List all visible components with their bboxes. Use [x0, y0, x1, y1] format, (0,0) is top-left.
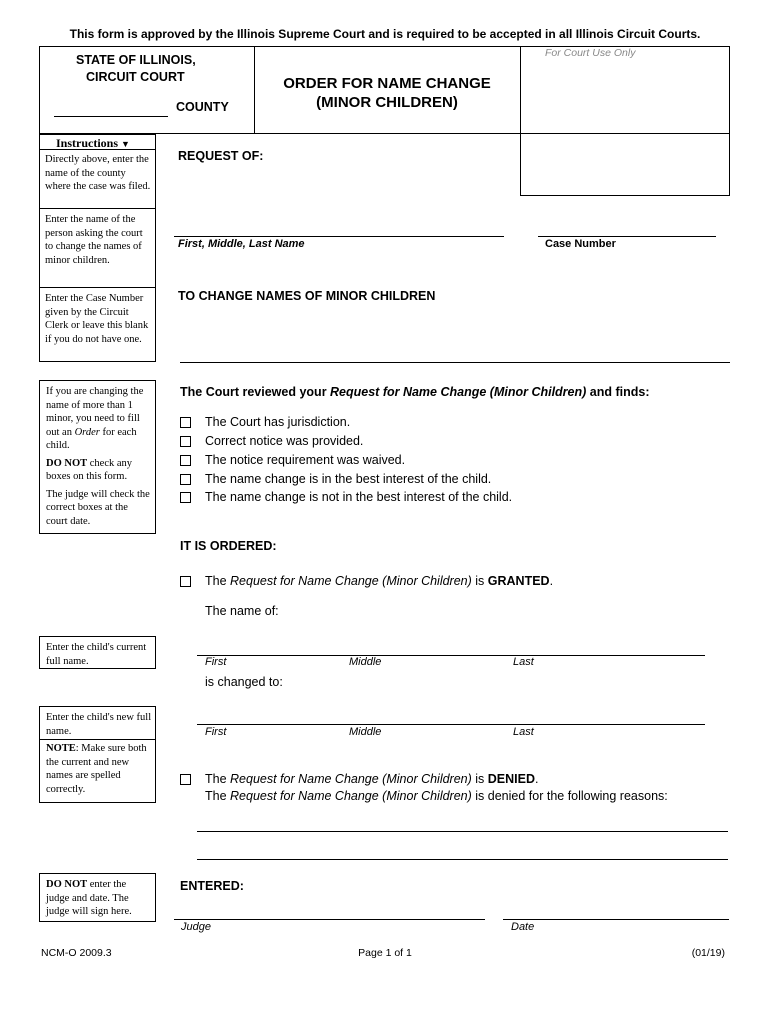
side-note-multiple-italic: Order: [74, 426, 100, 438]
circuit-court-label: CIRCUIT COURT: [86, 70, 185, 84]
new-middle-caption: Middle: [349, 726, 382, 738]
denied-pre: The: [205, 772, 231, 786]
judge-signature-line[interactable]: [174, 919, 485, 920]
finding-checkbox-best-interest[interactable]: [180, 474, 191, 485]
current-last-caption: Last: [513, 656, 534, 668]
denied-italic: Request for Name Change (Minor Children): [230, 772, 472, 786]
new-name-line[interactable]: [197, 724, 705, 725]
side-note-do-not-enter-text: enter the judge and date. The judge will sign here.: [46, 879, 132, 917]
side-note-do-not-enter-bold: DO NOT: [46, 879, 88, 890]
findings-intro: [180, 385, 650, 399]
side-note-new-name: Enter the child's new full name.: [46, 712, 152, 737]
granted-pre: The: [205, 574, 231, 588]
side-note-note: [46, 742, 152, 796]
side-note-current-name: Enter the child's current full name.: [46, 642, 147, 667]
triangle-down-icon: ▼: [121, 139, 130, 149]
denied-post: .: [535, 772, 539, 786]
findings-intro-post: and finds:: [586, 385, 650, 399]
findings-intro-pre: The Court reviewed your: [180, 385, 331, 399]
finding-checkbox-waived[interactable]: [180, 455, 191, 466]
approval-notice: This form is approved by the Illinois Supreme Court and is required to be accepted in all Illinois Circuit Courts.: [69, 27, 701, 41]
denied-reasons-label: [205, 789, 668, 803]
denied-mid: is: [471, 772, 488, 786]
denied-reason-line-1[interactable]: [197, 831, 728, 832]
instructions-name-note: Enter the name of the person asking the court to change the names of minor children.: [45, 214, 143, 266]
changed-to-label: is changed to:: [205, 675, 283, 689]
side-note-multiple-pre: If you are changing the name of more than 1 minor, you need to fill out an: [46, 386, 144, 438]
form-code: NCM-O 2009.3: [41, 947, 112, 959]
granted-italic: Request for Name Change (Minor Children): [230, 574, 472, 588]
side-note-note-bold: NOTE: [46, 743, 76, 754]
reasons-post: is denied for the following reasons:: [471, 789, 668, 803]
side-note-new-rule: [39, 739, 156, 740]
granted-checkbox[interactable]: [180, 576, 191, 587]
new-first-caption: First: [205, 726, 227, 738]
denied-checkbox[interactable]: [180, 774, 191, 785]
current-name-line[interactable]: [197, 655, 705, 656]
granted-post: .: [549, 574, 554, 588]
finding-checkbox-notice[interactable]: [180, 436, 191, 447]
side-note-multiple-text: [46, 385, 152, 453]
date-caption: Date: [511, 921, 535, 933]
form-title-line1: ORDER FOR NAME CHANGE: [283, 75, 491, 92]
instructions-case-note: Enter the Case Number given by the Circuit Clerk or leave this blank if you do not have one.: [45, 293, 149, 345]
entered-heading: ENTERED:: [180, 879, 244, 893]
instructions-rule-1: [39, 208, 156, 209]
county-label: COUNTY: [176, 100, 229, 114]
granted-text: [205, 574, 553, 588]
court-use-right: [729, 46, 730, 196]
purpose-label: TO CHANGE NAMES OF MINOR CHILDREN: [178, 289, 436, 303]
denied-reason-line-2[interactable]: [197, 859, 728, 860]
court-use-label: For Court Use Only: [545, 47, 636, 59]
side-note-multiple-post: for each child.: [46, 426, 137, 451]
new-last-caption: Last: [513, 726, 534, 738]
side-note-do-not-check: [46, 457, 152, 484]
finding-text: The name change is in the best interest of the child.: [205, 472, 492, 486]
instructions-heading-text: Instructions: [56, 136, 119, 150]
current-middle-caption: Middle: [349, 656, 382, 668]
finding-checkbox-jurisdiction[interactable]: [180, 417, 191, 428]
county-input-line[interactable]: [54, 116, 168, 117]
court-use-bottom: [520, 195, 730, 196]
side-note-new: [46, 711, 152, 800]
side-note-note-text: : Make sure both the current and new names are spelled correctly.: [46, 743, 147, 795]
section-divider: [180, 362, 730, 363]
granted-mid: is: [471, 574, 488, 588]
granted-bold: GRANTED: [487, 574, 550, 588]
reasons-pre: The: [205, 789, 231, 803]
name-of-label: The name of:: [205, 604, 279, 618]
side-note-do-not-check-text: check any boxes on this form.: [46, 457, 133, 482]
finding-checkbox-not-best-interest[interactable]: [180, 492, 191, 503]
form-title-line2: (MINOR CHILDREN): [316, 94, 458, 111]
instructions-county-note: Directly above, enter the name of the county where the case was filed.: [45, 154, 151, 192]
case-number-line[interactable]: [538, 236, 716, 237]
caption-divider-right: [520, 46, 521, 196]
petitioner-name-caption: First, Middle, Last Name: [178, 238, 305, 250]
date-line[interactable]: [503, 919, 729, 920]
revision-date: (01/19): [691, 947, 725, 959]
current-first-caption: First: [205, 656, 227, 668]
denied-bold: DENIED: [487, 772, 536, 786]
denied-text: [205, 772, 539, 786]
petitioner-name-line[interactable]: [174, 236, 504, 237]
reasons-italic: Request for Name Change (Minor Children): [230, 789, 472, 803]
finding-text: The name change is not in the best interest of the child.: [205, 490, 513, 504]
state-label: STATE OF ILLINOIS,: [76, 53, 196, 67]
finding-text: The Court has jurisdiction.: [205, 415, 351, 429]
side-note-do-not-check-bold: DO NOT: [46, 457, 88, 469]
instructions-heading-rule: [39, 149, 156, 150]
side-note-do-not-enter: [46, 878, 152, 919]
instructions-rule-2: [39, 287, 156, 288]
finding-text: The notice requirement was waived.: [205, 453, 406, 467]
case-number-caption: Case Number: [545, 238, 616, 250]
request-of-label: REQUEST OF:: [178, 149, 264, 163]
side-note-judge-check: The judge will check the correct boxes at the court date.: [46, 488, 150, 527]
page-number: Page 1 of 1: [358, 947, 412, 959]
side-note-multiple: [46, 385, 152, 532]
ordered-heading: IT IS ORDERED:: [180, 539, 277, 553]
finding-text: Correct notice was provided.: [205, 434, 364, 448]
findings-intro-italic: Request for Name Change (Minor Children): [330, 385, 587, 399]
judge-caption: Judge: [181, 921, 211, 933]
